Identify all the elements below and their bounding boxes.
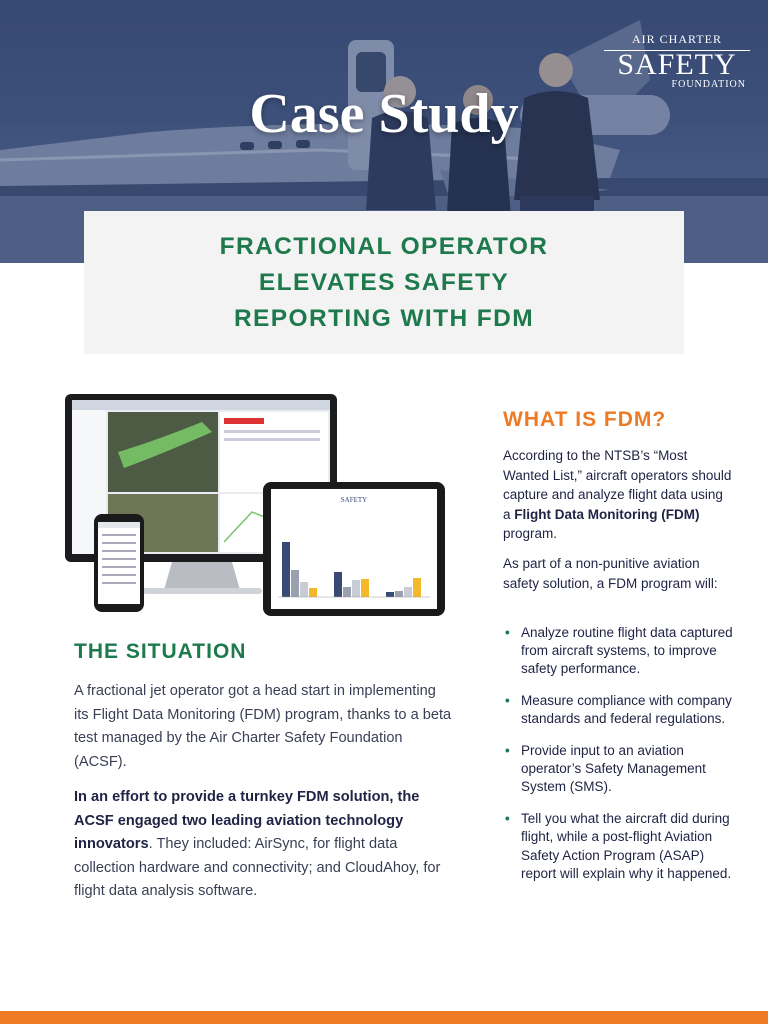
fdm-paragraph-1 xyxy=(503,446,733,544)
bullet-text: Measure compliance with company standards and federal regulations. xyxy=(521,693,732,727)
bullet-dot-icon: • xyxy=(505,625,510,640)
headline xyxy=(220,229,549,337)
bullet-text: Tell you what the aircraft did during flight, while a post-flight Aviation Safety Action Program (ASAP) report will explain why it happened. xyxy=(521,811,732,881)
device-mockup-image xyxy=(62,392,448,622)
fdm-bullet-list xyxy=(503,624,735,896)
situation-paragraph-2-bold: In an effort to provide a turnkey FDM solution, the ACSF engaged two leading aviation technology innovators xyxy=(74,789,420,852)
fdm-heading: WHAT IS FDM? xyxy=(503,408,667,431)
situation-paragraph-1: A fractional jet operator got a head start in implementing its Flight Data Monitoring (FDM) program, thanks to a beta test managed by the Air Charter Safety Foundation (ACSF). xyxy=(74,683,452,770)
logo-line-3: FOUNDATION xyxy=(671,79,746,90)
fdm-paragraph-1-bold: Flight Data Monitoring (FDM) xyxy=(514,506,700,522)
logo-line-2: SAFETY xyxy=(617,48,737,81)
fdm-paragraph-2: As part of a non-punitive aviation safety solution, a FDM program will: xyxy=(503,556,718,591)
svg-text:SAFETY: SAFETY xyxy=(340,496,368,504)
list-item xyxy=(503,810,735,883)
logo-line-1: AIR CHARTER xyxy=(632,32,722,46)
bullet-text: Provide input to an aviation operator’s Safety Management System (SMS). xyxy=(521,743,706,795)
situation-heading: THE SITUATION xyxy=(74,640,247,663)
bullet-text: Analyze routine flight data captured from aircraft systems, to improve safety performance. xyxy=(521,625,733,677)
list-item xyxy=(503,742,735,797)
list-item xyxy=(503,624,735,679)
situation-paragraph-2 xyxy=(74,786,454,904)
page-title: Case Study xyxy=(249,83,519,145)
fdm-paragraph-1-a: According to the NTSB’s “Most Wanted List,” aircraft operators should capture and analyze flight data using a xyxy=(503,448,732,522)
situation-paragraph-2-rest: . They included: AirSync, for flight data collection hardware and connectivity; and CloudAhoy, for flight data analysis software. xyxy=(74,836,441,899)
headline-line-3: REPORTING WITH FDM xyxy=(233,304,535,332)
fdm-paragraph-1-b: program. xyxy=(503,526,558,541)
headline-line-2: ELEVATES SAFETY xyxy=(258,268,510,296)
bullet-dot-icon: • xyxy=(505,743,510,759)
headline-box xyxy=(84,211,684,354)
footer-accent-bar xyxy=(0,1011,768,1024)
headline-line-1: FRACTIONAL OPERATOR xyxy=(219,232,549,260)
bullet-dot-icon: • xyxy=(505,693,510,709)
bullet-dot-icon: • xyxy=(505,811,510,827)
list-item xyxy=(503,692,735,728)
